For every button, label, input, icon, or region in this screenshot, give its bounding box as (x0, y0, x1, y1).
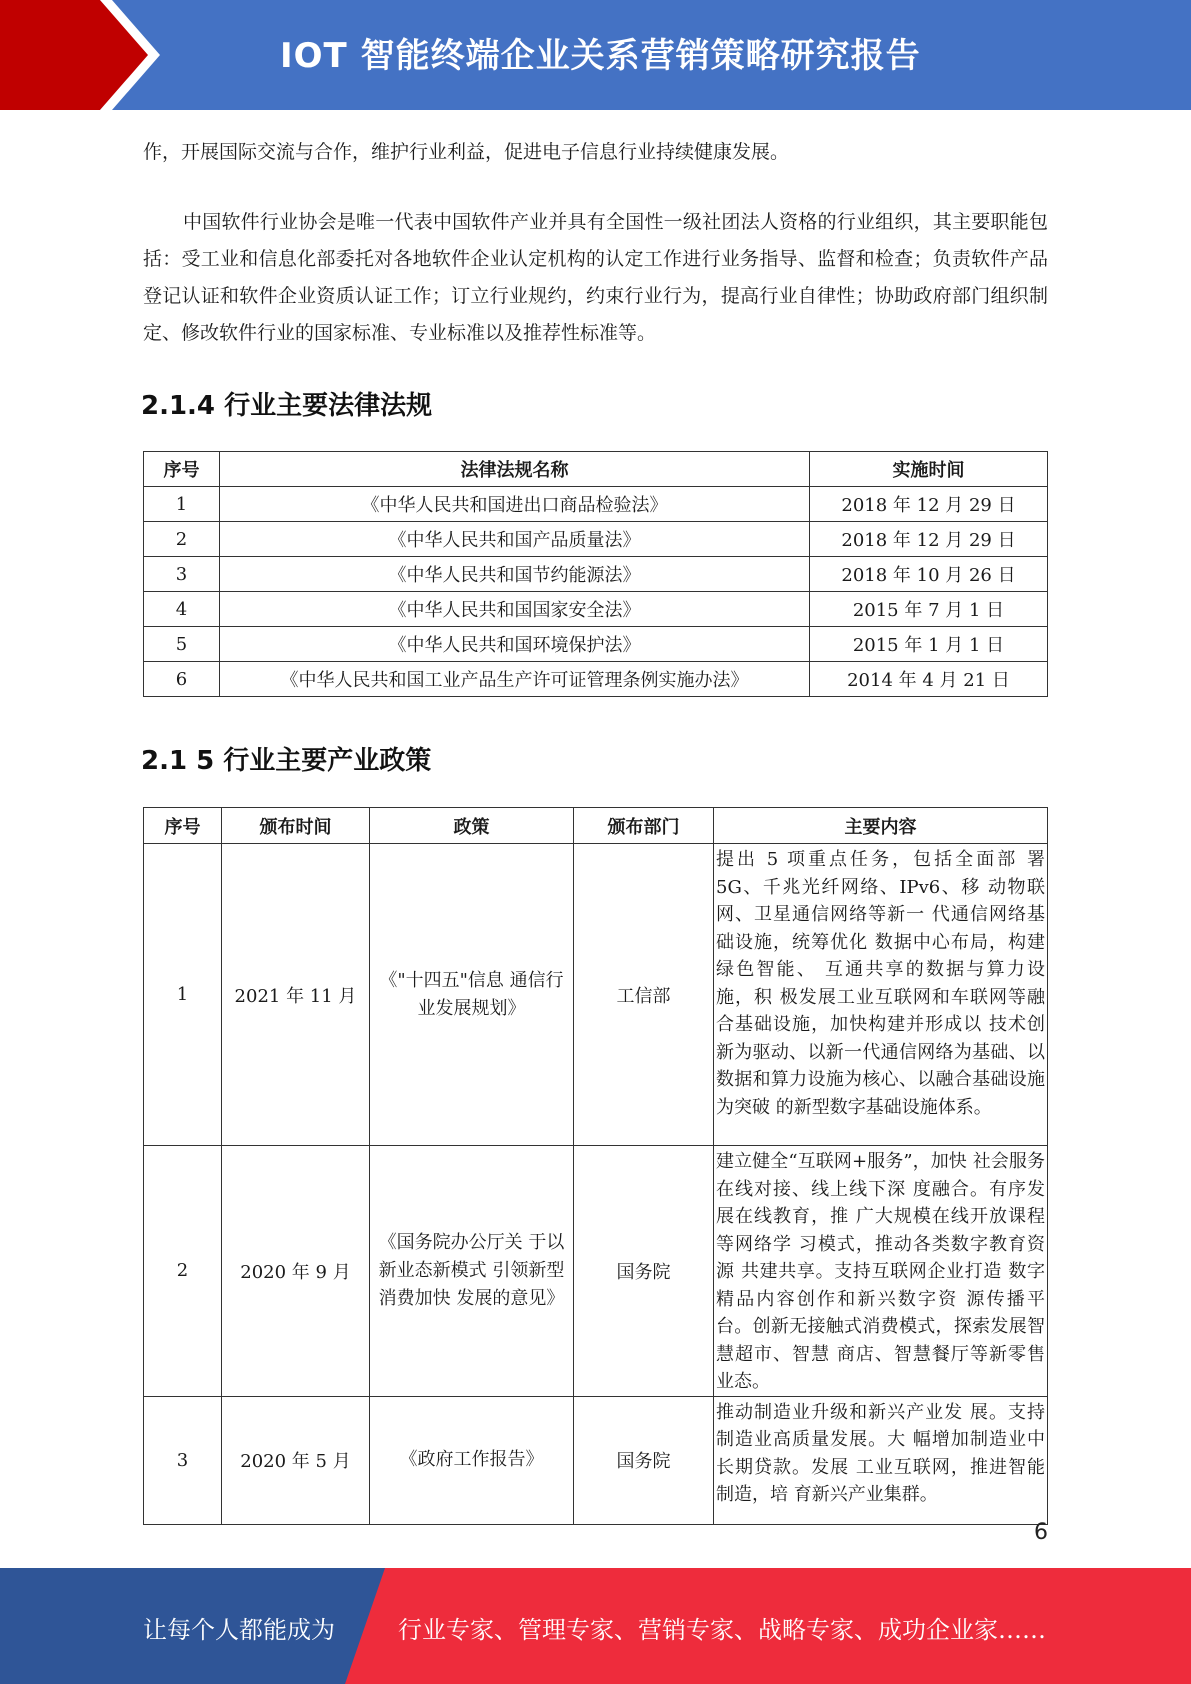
row-number: 1 (144, 844, 222, 1146)
header-cell: 序号 (144, 808, 222, 844)
table-row (144, 1396, 1048, 1524)
law-name: 《中华人民共和国国家安全法》 (220, 592, 810, 627)
header-cell: 主要内容 (714, 808, 1048, 844)
issuing-department: 工信部 (574, 844, 714, 1146)
issue-date: 2020 年 5 月 (222, 1396, 370, 1524)
row-number: 5 (144, 627, 220, 662)
issuing-department: 国务院 (574, 1146, 714, 1397)
law-name: 《中华人民共和国环境保护法》 (220, 627, 810, 662)
header-red-arrow-decoration (0, 0, 150, 110)
page-number: 6 (1034, 1520, 1048, 1545)
header-cell: 颁布时间 (222, 808, 370, 844)
main-content: 建立健全“互联网+服务”，加快 社会服务在线对接、线上线下深 度融合。有序发展在线教育，推 广大规模在线开放课程等网络学 习模式，推动各类数字教育资源 共建共享。支持互联网企业打造 数字精品内容创作和新兴数字资 源传播平台。创新无接触式消费模式，探索发展智慧超市、智慧 商店、智慧餐厅等新零售业态。 (714, 1146, 1048, 1397)
table-header-row (144, 808, 1048, 844)
issuing-department: 国务院 (574, 1396, 714, 1524)
paragraph-continuation: 作，开展国际交流与合作，维护行业利益，促进电子信息行业持续健康发展。 (143, 141, 790, 163)
law-name: 《中华人民共和国产品质量法》 (220, 522, 810, 557)
main-content: 提出 5 项重点任务，包括全面部 署 5G、千兆光纤网络、IPv6、移 动物联网、卫星通信网络等新一 代通信网络基础设施，统筹优化 数据中心布局，构建绿色智能、 互通共享的数据与算力设施，积 极发展工业互联网和车联网等融 合基础设施，加快构建并形成以 技术创新为驱动、以新一代通信网络为基础、以数据和算力设施为核心、以融合基础设施为突破 的新型数字基础设施体系。 (714, 844, 1048, 1146)
main-content: 推动制造业升级和新兴产业发 展。支持制造业高质量发展。大 幅增加制造业中长期贷款。发展 工业互联网，推进智能制造，培 育新兴产业集群。 (714, 1396, 1048, 1524)
policy-name: 《"十四五"信息 通信行业发展规划》 (370, 844, 574, 1146)
table-row (144, 522, 1048, 557)
table-header-row (144, 452, 1048, 487)
effective-date: 2018 年 10 月 26 日 (810, 557, 1048, 592)
table-row (144, 1146, 1048, 1397)
footer-slogan-right: 行业专家、管理专家、营销专家、战略专家、成功企业家…… (398, 1616, 1046, 1644)
effective-date: 2015 年 1 月 1 日 (810, 627, 1048, 662)
row-number: 2 (144, 522, 220, 557)
paragraph-software-association: 中国软件行业协会是唯一代表中国软件产业并具有全国性一级社团法人资格的行业组织，其主要职能包括：受工业和信息化部委托对各地软件企业认定机构的认定工作进行业务指导、监督和检查；负责软件产品登记认证和软件企业资质认证工作；订立行业规约，约束行业行为，提高行业自律性；协助政府部门组织制定、修改软件行业的国家标准、专业标准以及推荐性标准等。 (143, 211, 1048, 344)
effective-date: 2018 年 12 月 29 日 (810, 487, 1048, 522)
table-row (144, 662, 1048, 697)
policy-name: 《国务院办公厅关 于以新业态新模式 引领新型消费加快 发展的意见》 (370, 1146, 574, 1397)
row-number: 6 (144, 662, 220, 697)
section-title-laws: 2.1.4 行业主要法律法规 (141, 391, 433, 421)
header-cell: 序号 (144, 452, 220, 487)
law-name: 《中华人民共和国工业产品生产许可证管理条例实施办法》 (220, 662, 810, 697)
header-cell: 政策 (370, 808, 574, 844)
table-row (144, 844, 1048, 1146)
page-footer (0, 1568, 1191, 1684)
issue-date: 2021 年 11 月 (222, 844, 370, 1146)
table-row (144, 487, 1048, 522)
policy-name: 《政府工作报告》 (370, 1396, 574, 1524)
row-number: 3 (144, 557, 220, 592)
law-name: 《中华人民共和国节约能源法》 (220, 557, 810, 592)
row-number: 3 (144, 1396, 222, 1524)
row-number: 2 (144, 1146, 222, 1397)
row-number: 4 (144, 592, 220, 627)
policies-table (143, 807, 1048, 1525)
footer-slogan-left: 让每个人都能成为 (143, 1616, 335, 1644)
effective-date: 2018 年 12 月 29 日 (810, 522, 1048, 557)
law-name: 《中华人民共和国进出口商品检验法》 (220, 487, 810, 522)
header-cell: 实施时间 (810, 452, 1048, 487)
row-number: 1 (144, 487, 220, 522)
table-row (144, 627, 1048, 662)
laws-table (143, 451, 1048, 697)
header-cell: 法律法规名称 (220, 452, 810, 487)
effective-date: 2015 年 7 月 1 日 (810, 592, 1048, 627)
table-row (144, 592, 1048, 627)
header-cell: 颁布部门 (574, 808, 714, 844)
issue-date: 2020 年 9 月 (222, 1146, 370, 1397)
effective-date: 2014 年 4 月 21 日 (810, 662, 1048, 697)
page-header (0, 0, 1191, 110)
section-title-policies: 2.1 5 行业主要产业政策 (141, 746, 432, 776)
table-row (144, 557, 1048, 592)
report-title: IOT 智能终端企业关系营销策略研究报告 (280, 36, 921, 76)
